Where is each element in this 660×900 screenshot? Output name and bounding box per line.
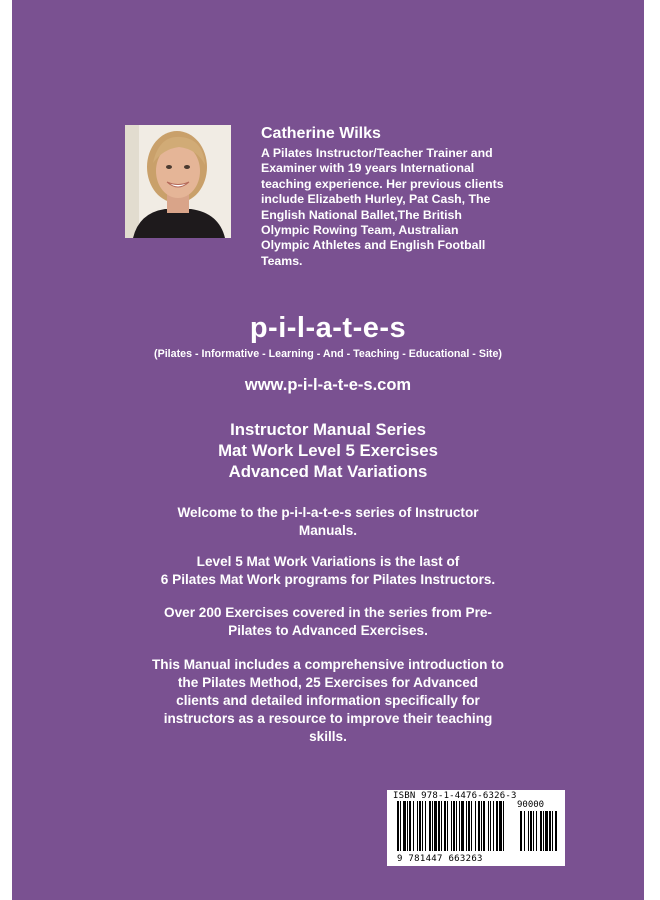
manual-description-paragraph xyxy=(12,656,644,746)
author-name: Catherine Wilks xyxy=(261,125,381,142)
price-bar xyxy=(533,811,534,851)
paragraph-line: 6 Pilates Mat Work programs for Pilates Instructors. xyxy=(160,572,496,587)
bio-line: Examiner with 19 years International xyxy=(261,161,475,176)
price-bar xyxy=(520,811,522,851)
barcode-bar xyxy=(409,801,411,851)
isbn-text: ISBN 978-1-4476-6326-3 xyxy=(393,791,517,801)
barcode-bar xyxy=(413,801,414,851)
barcode-bar xyxy=(490,801,491,851)
paragraph-line: Pilates to Advanced Exercises. xyxy=(228,623,428,638)
barcode-bar xyxy=(432,801,433,851)
barcode-bar xyxy=(493,801,494,851)
isbn-barcode xyxy=(387,790,565,866)
paragraph-line: This Manual includes a comprehensive introduction to xyxy=(152,657,504,672)
paragraph-line: the Pilates Method, 25 Exercises for Advanced xyxy=(177,675,479,690)
paragraph-line: instructors as a resource to improve their teaching xyxy=(163,711,493,726)
barcode-bar xyxy=(434,801,437,851)
author-bio-block xyxy=(261,124,541,269)
welcome-paragraph xyxy=(12,504,644,540)
barcode-bar xyxy=(459,801,460,851)
brand-acronym: (Pilates - Informative - Learning - And - Teaching - Educational - Site) xyxy=(154,348,502,360)
subtitle: Advanced Mat Variations xyxy=(228,462,428,481)
price-bar xyxy=(549,811,551,851)
price-bar xyxy=(528,811,529,851)
barcode-bar xyxy=(429,801,431,851)
barcode-bar xyxy=(478,801,480,851)
price-bar xyxy=(552,811,553,851)
barcode-bar xyxy=(403,801,406,851)
barcode-bar xyxy=(503,801,504,851)
barcode-bar xyxy=(417,801,418,851)
barcode-bar xyxy=(488,801,489,851)
barcode-bar xyxy=(496,801,498,851)
barcode-bar xyxy=(453,801,455,851)
paragraph-line: Manuals. xyxy=(298,523,358,538)
author-photo xyxy=(125,125,231,238)
barcode-bar xyxy=(471,801,472,851)
bio-line: Teams. xyxy=(261,253,303,268)
bio-line: teaching experience. Her previous clients xyxy=(261,176,504,191)
barcode-bar xyxy=(400,801,401,851)
barcode-bar xyxy=(461,801,464,851)
website-link[interactable]: www.p-i-l-a-t-e-s.com xyxy=(244,376,412,394)
barcode-bar xyxy=(407,801,408,851)
barcode-bar xyxy=(447,801,448,851)
bio-line: Olympic Rowing Team, Australian xyxy=(261,223,459,238)
barcode-bar xyxy=(422,801,423,851)
barcode-bar xyxy=(483,801,485,851)
barcode-digits: 9 781447 663263 xyxy=(397,854,483,864)
barcode-bar xyxy=(468,801,470,851)
barcode-bar xyxy=(397,801,399,851)
price-bar xyxy=(530,811,532,851)
price-bar xyxy=(524,811,525,851)
author-portrait-image xyxy=(125,125,231,238)
barcode-bars xyxy=(391,801,561,855)
back-cover xyxy=(12,0,644,900)
bio-line: A Pilates Instructor/Teacher Trainer and xyxy=(261,146,493,160)
bio-line: Olympic Athletes and English Football xyxy=(261,238,486,253)
barcode-bar xyxy=(466,801,467,851)
price-bar xyxy=(555,811,557,851)
bio-line: English National Ballet,The British xyxy=(261,207,462,222)
paragraph-line: Level 5 Mat Work Variations is the last of xyxy=(196,554,460,569)
price-bar xyxy=(540,811,542,851)
barcode-bar xyxy=(451,801,452,851)
paragraph-line: Over 200 Exercises covered in the series from Pre- xyxy=(164,605,492,620)
barcode-bar xyxy=(481,801,482,851)
series-title: Instructor Manual Series xyxy=(230,420,426,439)
barcode-bar xyxy=(444,801,446,851)
price-bar xyxy=(536,811,537,851)
level-title: Mat Work Level 5 Exercises xyxy=(218,441,438,460)
paragraph-line: clients and detailed information specifically for xyxy=(176,693,480,708)
barcode-bar xyxy=(475,801,476,851)
series-paragraph xyxy=(12,604,644,640)
barcode-bar xyxy=(419,801,421,851)
barcode-bar xyxy=(438,801,440,851)
paragraph-line: skills. xyxy=(309,729,347,744)
barcode-bar xyxy=(456,801,457,851)
barcode-bar xyxy=(425,801,426,851)
price-bar xyxy=(543,811,544,851)
bio-line: include Elizabeth Hurley, Pat Cash, The xyxy=(261,192,491,207)
brand-name: p-i-l-a-t-e-s xyxy=(249,312,407,344)
series-titles xyxy=(12,419,644,482)
barcode-bar xyxy=(499,801,502,851)
barcode-bar xyxy=(441,801,442,851)
level-paragraph xyxy=(12,553,644,589)
paragraph-line: Welcome to the p-i-l-a-t-e-s series of Instructor xyxy=(177,505,479,520)
author-bio xyxy=(261,146,541,269)
price-bar xyxy=(545,811,548,851)
price-code: 90000 xyxy=(517,800,545,810)
